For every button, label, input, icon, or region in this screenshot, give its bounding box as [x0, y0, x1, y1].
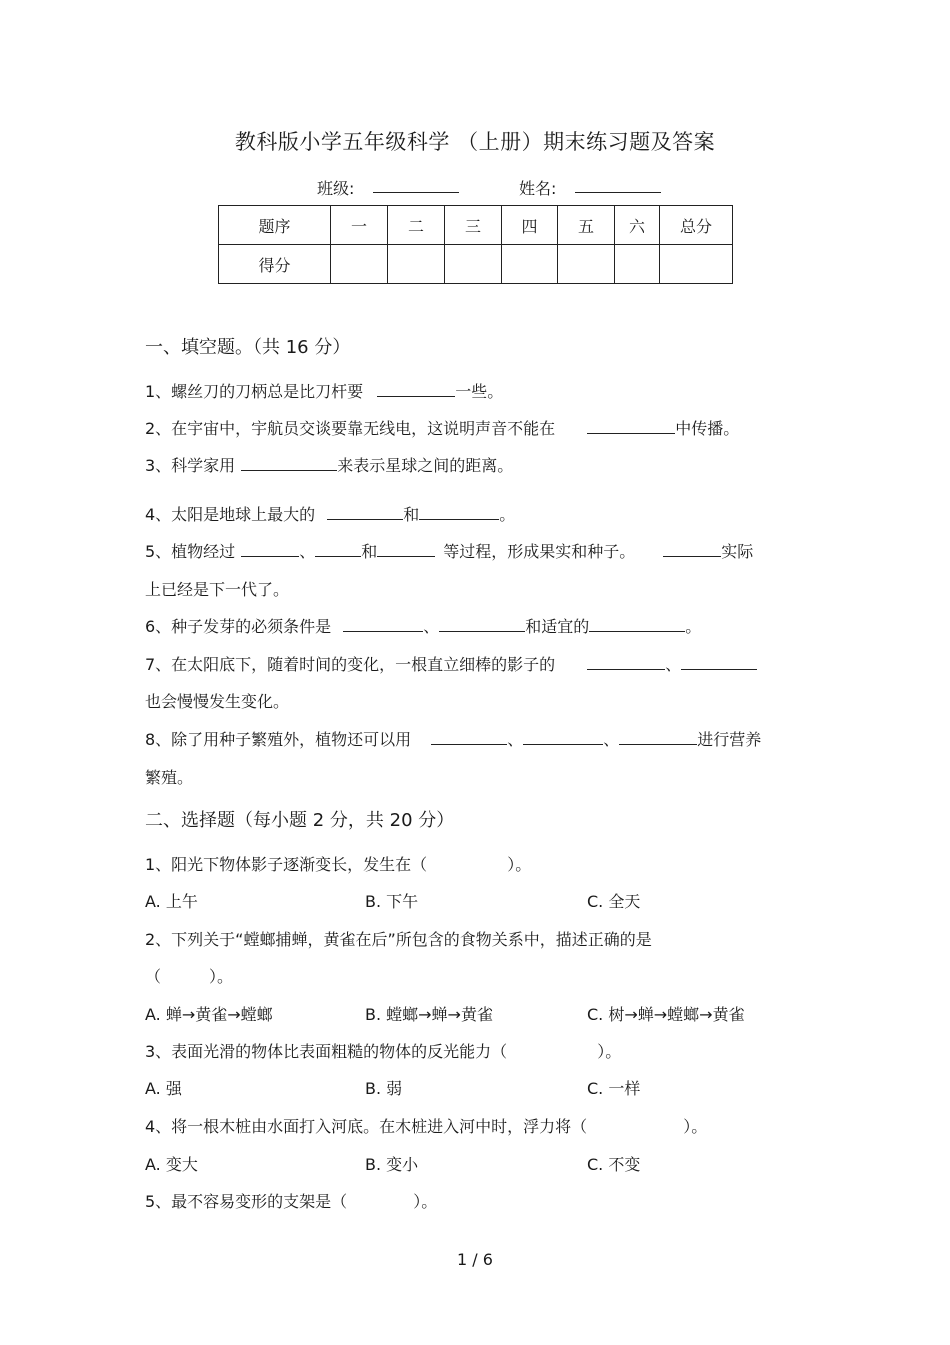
- answer-blank[interactable]: [377, 542, 435, 557]
- answer-blank[interactable]: [663, 542, 721, 557]
- question-text: 5、最不容易变形的支架是（: [145, 1192, 348, 1211]
- answer-blank[interactable]: [681, 655, 757, 670]
- question-text: 。: [499, 505, 516, 524]
- question-text: 1、螺丝刀的刀柄总是比刀杆要: [145, 382, 364, 401]
- question-text: 一些。: [455, 382, 504, 401]
- answer-blank[interactable]: [241, 456, 337, 471]
- header-cell: 一: [331, 206, 388, 245]
- question-text: 、: [603, 730, 620, 749]
- answer-blank[interactable]: [315, 542, 361, 557]
- s2-question-2-cont: （ ）。: [145, 967, 234, 986]
- question-text: 1、阳光下物体影子逐渐变长，发生在（: [145, 855, 428, 874]
- s1-question-8-cont: 繁殖。: [145, 768, 194, 787]
- s2-question-1: [145, 852, 531, 875]
- option-b[interactable]: B. 弱: [365, 1079, 403, 1098]
- header-cell: 六: [615, 206, 660, 245]
- answer-blank[interactable]: [589, 617, 685, 632]
- header-cell: 三: [445, 206, 502, 245]
- question-text: ）。: [507, 855, 532, 874]
- question-text: 、: [665, 655, 682, 674]
- class-label: 班级:: [317, 179, 355, 198]
- answer-blank[interactable]: [241, 542, 299, 557]
- score-cell[interactable]: [615, 245, 660, 284]
- answer-blank[interactable]: [431, 730, 507, 745]
- s1-question-5-cont: 上已经是下一代了。: [145, 580, 290, 599]
- question-text: 和适宜的: [525, 617, 590, 636]
- name-label: 姓名:: [519, 179, 557, 198]
- score-cell[interactable]: [660, 245, 733, 284]
- option-c[interactable]: C. 树→蝉→螳螂→黄雀: [587, 1005, 745, 1024]
- s2-question-2: 2、下列关于“螳螂捕蝉，黄雀在后”所包含的食物关系中，描述正确的是: [145, 930, 652, 949]
- header-cell: 题序: [219, 206, 331, 245]
- score-table-header-row: [219, 206, 733, 245]
- question-text: 。: [685, 617, 702, 636]
- question-text: 2、在宇宙中，宇航员交谈要靠无线电，这说明声音不能在: [145, 419, 556, 438]
- answer-blank[interactable]: [619, 730, 697, 745]
- question-text: 4、将一根木桩由水面打入河底。在木桩进入河中时，浮力将（: [145, 1117, 588, 1136]
- question-text: 中传播。: [675, 419, 740, 438]
- score-cell[interactable]: [502, 245, 558, 284]
- answer-blank[interactable]: [377, 382, 455, 397]
- answer-blank[interactable]: [327, 505, 403, 520]
- s1-question-5: [145, 539, 753, 562]
- question-text: 等过程，形成果实和种子。: [443, 542, 636, 561]
- section2-heading: 二、选择题（每小题 2 分，共 20 分）: [145, 810, 455, 831]
- option-c[interactable]: C. 不变: [587, 1155, 641, 1174]
- score-cell[interactable]: [388, 245, 445, 284]
- option-c[interactable]: C. 一样: [587, 1079, 641, 1098]
- s1-question-7-cont: 也会慢慢发生变化。: [145, 692, 290, 711]
- question-text: 、: [299, 542, 316, 561]
- question-text: 来表示星球之间的距离。: [337, 456, 514, 475]
- score-cell[interactable]: [558, 245, 615, 284]
- question-text: 4、太阳是地球上最大的: [145, 505, 316, 524]
- question-text: 3、科学家用: [145, 456, 236, 475]
- score-cell[interactable]: [331, 245, 388, 284]
- section1-heading: 一、填空题。（共 16 分）: [145, 337, 351, 358]
- question-text: 5、植物经过: [145, 542, 236, 561]
- class-blank: [373, 178, 459, 197]
- s1-question-7: [145, 652, 757, 675]
- s2-question-3: [145, 1039, 621, 1062]
- question-text: ）。: [683, 1117, 708, 1136]
- question-text: 实际: [721, 542, 754, 561]
- header-cell: 五: [558, 206, 615, 245]
- question-text: ）。: [597, 1042, 622, 1061]
- question-text: 8、除了用种子繁殖外，植物还可以用: [145, 730, 412, 749]
- question-text: 3、表面光滑的物体比表面粗糙的物体的反光能力（: [145, 1042, 508, 1061]
- s1-question-1: [145, 379, 503, 402]
- s1-question-3: [145, 453, 513, 476]
- score-table: [218, 205, 733, 284]
- question-text: 6、种子发芽的必须条件是: [145, 617, 332, 636]
- question-text: 和: [361, 542, 378, 561]
- answer-blank[interactable]: [587, 419, 675, 434]
- answer-blank[interactable]: [587, 655, 665, 670]
- score-cell[interactable]: [445, 245, 502, 284]
- s1-question-2: [145, 416, 739, 439]
- answer-blank[interactable]: [419, 505, 499, 520]
- option-b[interactable]: B. 变小: [365, 1155, 419, 1174]
- row-label-cell: 得分: [219, 245, 331, 284]
- answer-blank[interactable]: [439, 617, 525, 632]
- option-a[interactable]: A. 上午: [145, 892, 198, 911]
- answer-blank[interactable]: [523, 730, 603, 745]
- header-cell: 总分: [660, 206, 733, 245]
- score-table-score-row: [219, 245, 733, 284]
- option-a[interactable]: A. 强: [145, 1079, 182, 1098]
- s1-question-8: [145, 727, 761, 750]
- option-b[interactable]: B. 螳螂→蝉→黄雀: [365, 1005, 493, 1024]
- header-cell: 二: [388, 206, 445, 245]
- s1-question-4: [145, 502, 515, 525]
- page-number: 1 / 6: [457, 1250, 493, 1269]
- question-text: 、: [507, 730, 524, 749]
- option-c[interactable]: C. 全天: [587, 892, 641, 911]
- name-blank: [575, 178, 661, 197]
- option-b[interactable]: B. 下午: [365, 892, 419, 911]
- question-text: 7、在太阳底下，随着时间的变化，一根直立细棒的影子的: [145, 655, 556, 674]
- question-text: ）。: [413, 1192, 438, 1211]
- s1-question-6: [145, 614, 701, 637]
- question-text: 进行营养: [697, 730, 762, 749]
- s2-question-4: [145, 1114, 707, 1137]
- header-cell: 四: [502, 206, 558, 245]
- question-text: 、: [423, 617, 440, 636]
- option-a[interactable]: A. 蝉→黄雀→螳螂: [145, 1005, 273, 1024]
- answer-blank[interactable]: [343, 617, 423, 632]
- question-text: 和: [403, 505, 420, 524]
- document-title: 教科版小学五年级科学 （上册）期末练习题及答案: [234, 130, 716, 154]
- option-a[interactable]: A. 变大: [145, 1155, 198, 1174]
- s2-question-5: [145, 1189, 437, 1212]
